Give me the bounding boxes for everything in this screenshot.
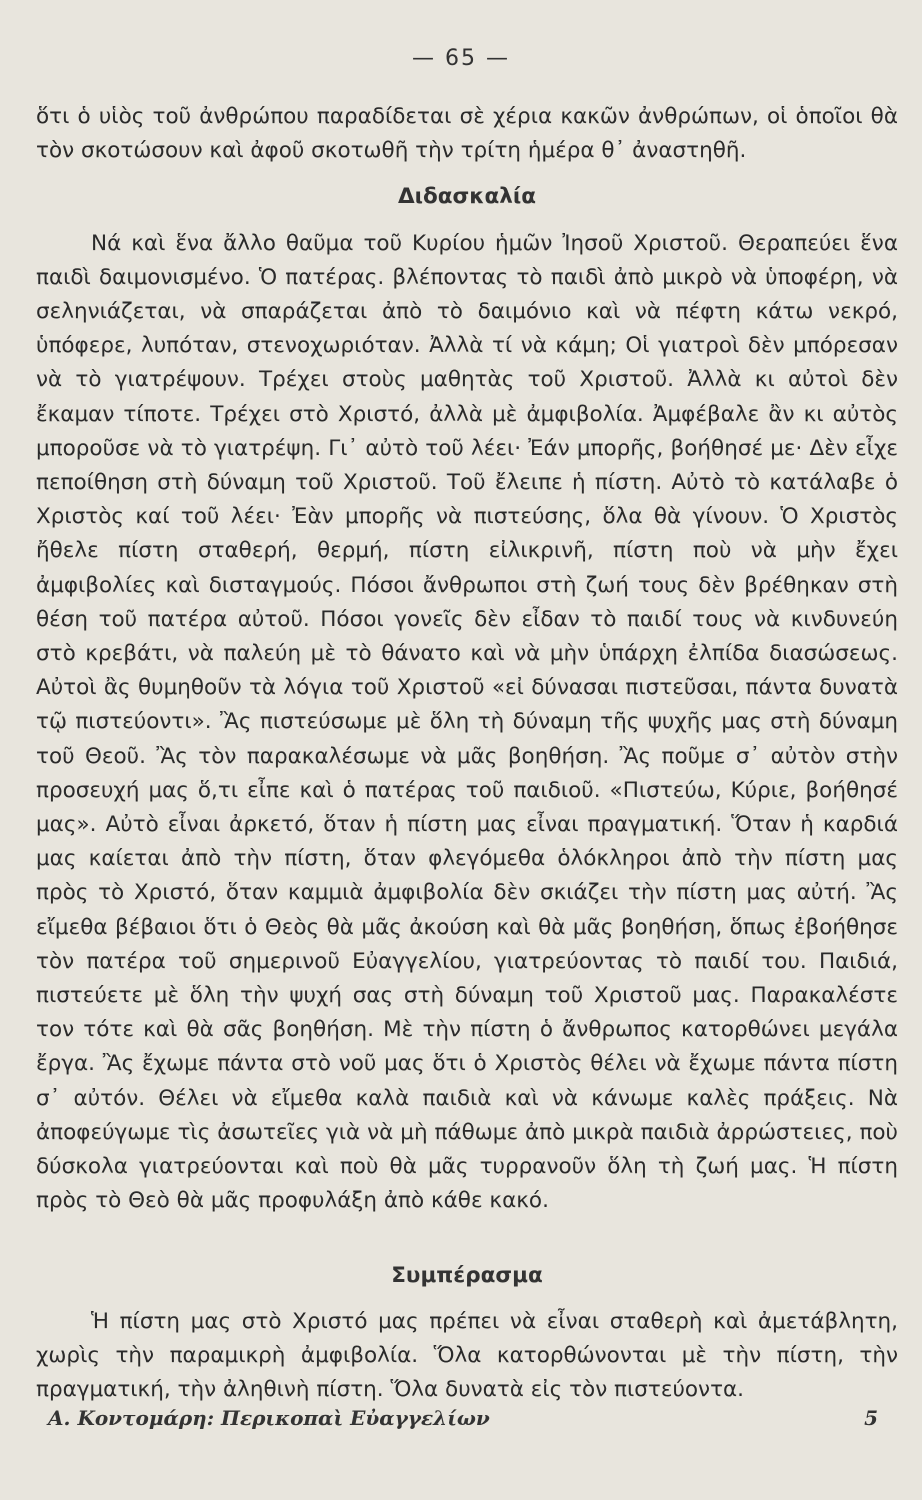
section-heading-conclusion: Συμπέρασμα <box>391 1262 543 1288</box>
page-body <box>36 100 898 1407</box>
teaching-paragraph: Νά καὶ ἕνα ἄλλο θαῦμα τοῦ Κυρίου ἡμῶν Ἰησοῦ Χριστοῦ. Θεραπεύει ἕνα παιδὶ δαιμονισμένο. Ὁ πατέρας. βλέποντας τὸ παιδὶ ἀπὸ μικρὸ νὰ ὑποφέρη, νὰ σεληνιάζεται, νὰ σπαράζεται ἀπὸ τὸ δαιμόνιο καὶ νὰ πέφτη κάτω νεκρό, ὑπόφερε, λυπόταν, στενοχωριόταν. Ἀλλὰ τί νὰ κάμη; Οἱ γιατροὶ δὲν μπόρεσαν νὰ τὸ γιατρέψουν. Τρέχει στοὺς μαθητὰς τοῦ Χριστοῦ. Ἀλλὰ κι αὐτοὶ δὲν ἔκαμαν τίποτε. Τρέχει στὸ Χριστό, ἀλλὰ μὲ ἀμφιβολία. Ἀμφέβαλε ἂν κι αὐτὸς μποροῦσε νὰ τὸ γιατρέψη. Γι᾽ αὐτὸ τοῦ λέει· Ἐάν μπορῆς, βοήθησέ με· Δὲν εἶχε πεποίθηση στὴ δύναμη τοῦ Χριστοῦ. Τοῦ ἔλειπε ἡ πίστη. Αὐτὸ τὸ κατάλαβε ὁ Χριστὸς καί τοῦ λέει· Ἐὰν μπορῆς νὰ πιστεύσης, ὅλα θὰ γίνουν. Ὁ Χριστὸς ἤθελε πίστη σταθερή, θερμή, πίστη εἰλικρινῆ, πίστη ποὺ νὰ μὴν ἔχει ἀμφιβολίες καὶ δισταγμούς. Πόσοι ἄνθρωποι στὴ ζωή τους δὲν βρέθηκαν στὴ θέση τοῦ πατέρα αὐτοῦ. Πόσοι γονεῖς δὲν εἶδαν τὸ παιδί τους νὰ κινδυνεύη στὸ κρεβάτι, νὰ παλεύη μὲ τὸ θάνατο καὶ νὰ μὴν ὑπάρχη ἐλπίδα διασώσεως. Αὐτοὶ ἂς θυμηθοῦν τὰ λόγια τοῦ Χριστοῦ «εἰ δύνασαι πιστεῦσαι, πάντα δυνατὰ τῷ πιστεύοντι». Ἂς πιστεύσωμε μὲ ὅλη τὴ δύναμη τῆς ψυχῆς μας στὴ δύναμη τοῦ Θεοῦ. Ἂς τὸν παρακαλέσωμε νὰ μᾶς βοηθήση. Ἂς ποῦμε σ᾽ αὐτὸν στὴν προσευχή μας ὅ,τι εἶπε καὶ ὁ πατέρας τοῦ παιδιοῦ. «Πιστεύω, Κύριε, βοήθησέ μας». Αὐτὸ εἶναι ἀρκετό, ὅταν ἡ πίστη μας εἶναι πραγματική. Ὅταν ἡ καρδιά μας καίεται ἀπὸ τὴν πίστη, ὅταν φλεγόμεθα ὁλόκληροι ἀπὸ τὴν πίστη μας πρὸς τὸ Χριστό, ὅταν καμμιὰ ἀμφιβολία δὲν σκιάζει τὴν πίστη μας αὐτή. Ἂς εἴμεθα βέβαιοι ὅτι ὁ Θεὸς θὰ μᾶς ἀκούση καὶ θὰ μᾶς βοηθήση, ὅπως ἐβοήθησε τὸν πατέρα τοῦ σημερινοῦ Εὐαγγελίου, γιατρεύοντας τὸ παιδί του. Παιδιά, πιστεύετε μὲ ὅλη τὴν ψυχή σας στὴ δύναμη τοῦ Χριστοῦ μας. Παρακαλέστε τον τότε καὶ θὰ σᾶς βοηθήση. Μὲ τὴν πίστη ὁ ἄνθρωπος κατορθώνει μεγάλα ἔργα. Ἂς ἔχωμε πάντα στὸ νοῦ μας ὅτι ὁ Χριστὸς θέλει νὰ ἔχωμε πάντα πίστη σ᾽ αὐτόν. Θέλει νὰ εἴμεθα καλὰ παιδιὰ καὶ νὰ κάνωμε καλὲς πράξεις. Νὰ ἀποφεύγωμε τὶς ἀσωτεῖες γιὰ νὰ μὴ πάθωμε ἀπὸ μικρὰ παιδιὰ ἀρρώστειες, ποὺ δύσκολα γιατρεύονται καὶ ποὺ θὰ μᾶς τυρρανοῦν ὅλη τὴ ζωή μας. Ἡ πίστη πρὸς τὸ Θεὸ θὰ μᾶς προφυλάξη ἀπὸ κάθε κακό. <box>36 230 898 1214</box>
footer-author-title: Α. Κοντομάρη: Περικοπαὶ Εὐαγγελίων <box>48 1406 490 1430</box>
page-number: — 65 — <box>412 46 510 71</box>
section-heading-teaching: Διδασκαλία <box>397 184 537 210</box>
opening-paragraph: ὅτι ὁ υἱὸς τοῦ ἀνθρώπου παραδίδεται σὲ χέρια κακῶν ἀνθρώπων, οἱ ὁποῖοι θὰ τὸν σκοτώσουν καὶ ἀφοῦ σκοτωθῆ τὴν τρίτη ἡμέρα θ᾽ ἀναστηθῆ. <box>36 104 898 164</box>
conclusion-paragraph: Ἡ πίστη μας στὸ Χριστό μας πρέπει νὰ εἶναι σταθερὴ καὶ ἀμετάβλητη, χωρὶς τὴν παραμικρὴ ἀμφιβολία. Ὅλα κατορθώνονται μὲ τὴν πίστη, τὴν πραγματική, τὴν ἀληθινὴ πίστη. Ὅλα δυνατὰ εἰς τὸν πιστεύοντα. <box>36 1308 898 1403</box>
footer-signature-mark: 5 <box>864 1406 878 1430</box>
